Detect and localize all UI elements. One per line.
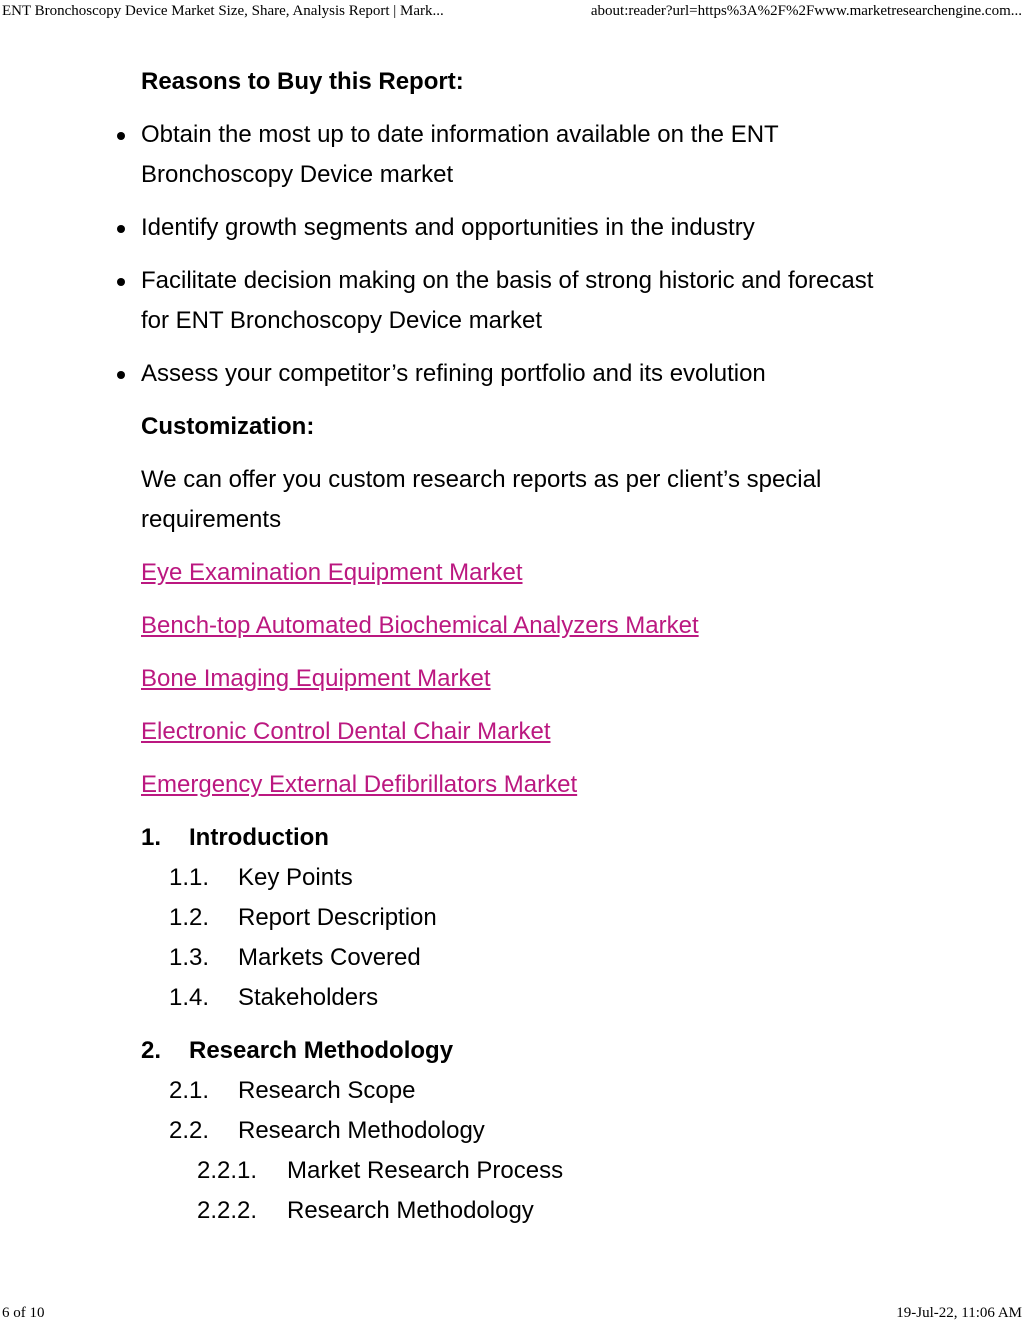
customization-text: We can offer you custom research reports as per client’s special requirements [141,466,822,533]
print-footer [0,1305,1024,1325]
toc-number: 1.2. [169,904,210,931]
toc-title: Research Methodology [189,1037,454,1064]
toc-title: Report Description [238,904,437,931]
toc-item [141,858,881,898]
link-dental-chair[interactable]: Electronic Control Dental Chair Market [141,718,551,745]
link-bone-imaging-equipment[interactable]: Bone Imaging Equipment Market [141,665,491,692]
toc-number: 2. [141,1037,162,1064]
list-item: Identify growth segments and opportunities in the industry [141,208,881,248]
toc-title: Markets Covered [238,944,421,971]
toc-item [141,978,881,1018]
toc-item [141,1071,881,1111]
page-title: ENT Bronchoscopy Device Market Size, Share, Analysis Report | Mark... [2,3,444,19]
print-datetime: 19-Jul-22, 11:06 AM [896,1305,1022,1321]
toc-title: Research Methodology [287,1197,534,1224]
toc-heading [141,1031,881,1071]
toc-section-introduction [141,818,881,1018]
toc-title: Market Research Process [287,1157,564,1184]
link-defibrillators[interactable]: Emergency External Defibrillators Market [141,771,578,798]
toc-number: 2.2.1. [197,1157,258,1184]
link-bench-top-analyzers[interactable]: Bench-top Automated Biochemical Analyzers Market [141,612,699,639]
customization-heading: Customization: [141,413,315,440]
toc-item [141,938,881,978]
page-number: 6 of 10 [2,1305,45,1321]
reasons-list [141,115,881,394]
toc-item [141,898,881,938]
toc-number: 2.1. [169,1077,210,1104]
link-eye-examination-equipment[interactable]: Eye Examination Equipment Market [141,559,523,586]
toc-number: 1. [141,824,162,851]
toc-number: 1.4. [169,984,210,1011]
toc-item [141,1111,881,1151]
toc-heading [141,818,881,858]
list-item: Facilitate decision making on the basis of strong historic and forecast for ENT Bronchoscopy Device market [141,261,881,341]
toc-number: 2.2. [169,1117,210,1144]
page-url: about:reader?url=https%3A%2F%2Fwww.marketresearchengine.com... [590,3,1022,19]
toc-subitem [141,1191,881,1231]
toc-title: Research Scope [238,1077,416,1104]
toc-number: 2.2.2. [197,1197,258,1224]
toc-title: Introduction [189,824,329,851]
toc-title: Research Methodology [238,1117,485,1144]
list-item: Assess your competitor’s refining portfolio and its evolution [141,354,881,394]
toc-title: Stakeholders [238,984,379,1011]
toc-title: Key Points [238,864,353,891]
print-header [0,3,1024,23]
article-body [141,62,881,1244]
toc-number: 1.3. [169,944,210,971]
toc-section-research-methodology [141,1031,881,1231]
toc-number: 1.1. [169,864,210,891]
reasons-heading: Reasons to Buy this Report: [141,68,464,95]
toc-subitem [141,1151,881,1191]
list-item: Obtain the most up to date information available on the ENT Bronchoscopy Device market [141,115,881,195]
